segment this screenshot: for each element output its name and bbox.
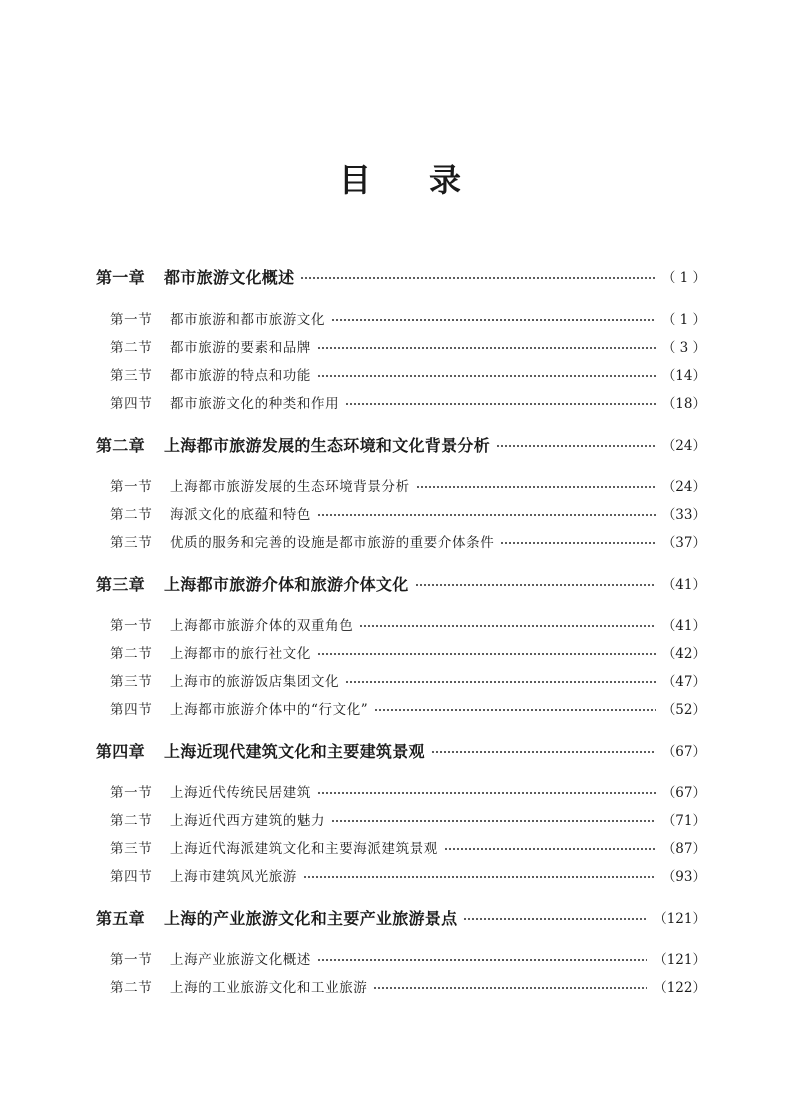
toc-section[interactable] <box>110 834 706 860</box>
page-number: （122） <box>653 980 706 996</box>
dot-leader <box>359 624 656 628</box>
page-number: （41） <box>661 618 706 634</box>
dot-leader <box>374 708 656 712</box>
section-number: 第一节 <box>110 952 153 968</box>
section-label <box>110 698 368 718</box>
dot-leader <box>317 513 656 517</box>
toc-section[interactable] <box>110 806 706 832</box>
section-number: 第三节 <box>110 841 153 857</box>
dot-leader <box>345 680 656 684</box>
section-label <box>110 809 325 829</box>
dot-leader <box>431 750 656 754</box>
section-number: 第四节 <box>110 702 153 718</box>
chapter-label <box>96 265 294 288</box>
section-title: 上海产业旅游文化概述 <box>170 952 311 968</box>
toc-section[interactable] <box>110 945 706 971</box>
page-number: （33） <box>661 507 706 523</box>
chapter-number: 第二章 <box>96 435 145 455</box>
dot-leader <box>463 917 647 921</box>
page-number: （42） <box>661 646 706 662</box>
page-number: （ 1 ） <box>661 270 706 286</box>
section-title: 上海的工业旅游文化和工业旅游 <box>170 980 368 996</box>
section-label <box>110 976 367 996</box>
section-title: 上海都市的旅行社文化 <box>170 646 311 662</box>
section-number: 第二节 <box>110 980 153 996</box>
section-title: 上海都市旅游发展的生态环境背景分析 <box>170 479 410 495</box>
section-number: 第一节 <box>110 785 153 801</box>
page-number: （67） <box>661 785 706 801</box>
toc-section[interactable] <box>110 667 706 693</box>
section-label <box>110 865 297 885</box>
dot-leader <box>317 374 656 378</box>
section-number: 第四节 <box>110 869 153 885</box>
page-number: （93） <box>661 869 706 885</box>
title-char-2: 录 <box>429 161 462 199</box>
dot-leader <box>500 541 656 545</box>
page-number: （87） <box>661 841 706 857</box>
section-number: 第三节 <box>110 674 153 690</box>
section-number: 第二节 <box>110 646 153 662</box>
section-title: 都市旅游的要素和品牌 <box>170 340 311 356</box>
section-number: 第一节 <box>110 479 153 495</box>
section-title: 上海近代海派建筑文化和主要海派建筑景观 <box>170 841 438 857</box>
section-title: 上海都市旅游介体中的“行文化” <box>170 702 369 718</box>
section-number: 第三节 <box>110 368 153 384</box>
chapter-title: 上海都市旅游介体和旅游介体文化 <box>164 574 409 594</box>
section-label <box>110 336 311 356</box>
section-label <box>110 392 339 412</box>
section-number: 第二节 <box>110 507 153 523</box>
page-title <box>0 158 800 202</box>
dot-leader <box>496 444 656 448</box>
toc-section[interactable] <box>110 472 706 498</box>
section-label <box>110 308 325 328</box>
section-title: 上海近代西方建筑的魅力 <box>170 813 326 829</box>
page-number: （24） <box>661 438 706 454</box>
dot-leader <box>317 652 656 656</box>
section-label <box>110 670 339 690</box>
section-number: 第一节 <box>110 312 153 328</box>
toc-section[interactable] <box>110 611 706 637</box>
chapter-number: 第三章 <box>96 574 145 594</box>
page-number: （71） <box>661 813 706 829</box>
section-title: 上海市的旅游饭店集团文化 <box>170 674 340 690</box>
section-label <box>110 948 311 968</box>
toc-section[interactable] <box>110 695 706 721</box>
chapter-number: 第四章 <box>96 741 145 761</box>
page-number: （14） <box>661 368 706 384</box>
dot-leader <box>345 402 656 406</box>
toc-section[interactable] <box>110 862 706 888</box>
title-char-1: 目 <box>339 161 372 199</box>
dot-leader <box>300 276 655 280</box>
page-number: （ 3 ） <box>661 340 706 356</box>
section-title: 上海市建筑风光旅游 <box>170 869 297 885</box>
section-number: 第二节 <box>110 340 153 356</box>
toc-section[interactable] <box>110 500 706 526</box>
toc-section[interactable] <box>110 973 706 999</box>
chapter-label <box>96 906 457 929</box>
toc-chapter-3[interactable] <box>96 570 706 596</box>
page-number: （37） <box>661 535 706 551</box>
section-title: 都市旅游文化的种类和作用 <box>170 396 340 412</box>
dot-leader <box>303 875 656 879</box>
chapter-title: 上海的产业旅游文化和主要产业旅游景点 <box>164 908 458 928</box>
page-number: （24） <box>661 479 706 495</box>
toc-chapter-5[interactable] <box>96 904 706 930</box>
section-label <box>110 837 438 857</box>
section-number: 第四节 <box>110 396 153 412</box>
chapter-label <box>96 572 409 595</box>
page-number: （ 1 ） <box>661 312 706 328</box>
section-number: 第一节 <box>110 618 153 634</box>
page-number: （67） <box>661 744 706 760</box>
section-label <box>110 531 494 551</box>
page-number: （18） <box>661 396 706 412</box>
page-number: （121） <box>653 952 706 968</box>
toc-section[interactable] <box>110 528 706 554</box>
toc-section[interactable] <box>110 333 706 359</box>
section-title: 优质的服务和完善的设施是都市旅游的重要介体条件 <box>170 535 495 551</box>
toc-chapter-2[interactable] <box>96 431 706 457</box>
chapter-number: 第五章 <box>96 908 145 928</box>
toc-section[interactable] <box>110 305 706 331</box>
dot-leader <box>317 958 647 962</box>
section-title: 海派文化的底蕴和特色 <box>170 507 311 523</box>
dot-leader <box>317 791 656 795</box>
dot-leader <box>373 986 647 990</box>
section-number: 第二节 <box>110 813 153 829</box>
section-label <box>110 503 311 523</box>
toc-section[interactable] <box>110 361 706 387</box>
section-label <box>110 614 353 634</box>
section-title: 都市旅游和都市旅游文化 <box>170 312 326 328</box>
toc-section[interactable] <box>110 639 706 665</box>
chapter-label <box>96 739 425 762</box>
chapter-title: 上海近现代建筑文化和主要建筑景观 <box>164 741 425 761</box>
section-title: 上海都市旅游介体的双重角色 <box>170 618 354 634</box>
dot-leader <box>331 819 656 823</box>
dot-leader <box>415 583 656 587</box>
chapter-number: 第一章 <box>96 267 145 287</box>
page-number: （41） <box>661 577 706 593</box>
page-number: （52） <box>661 702 706 718</box>
section-title: 都市旅游的特点和功能 <box>170 368 311 384</box>
section-label <box>110 642 311 662</box>
chapter-title: 上海都市旅游发展的生态环境和文化背景分析 <box>164 435 491 455</box>
section-label <box>110 781 311 801</box>
chapter-title: 都市旅游文化概述 <box>164 267 295 287</box>
toc-section[interactable] <box>110 778 706 804</box>
dot-leader <box>444 847 656 851</box>
chapter-label <box>96 433 490 456</box>
page-number: （47） <box>661 674 706 690</box>
section-number: 第三节 <box>110 535 153 551</box>
dot-leader <box>331 318 656 322</box>
page-number: （121） <box>653 911 706 927</box>
toc-section[interactable] <box>110 389 706 415</box>
section-title: 上海近代传统民居建筑 <box>170 785 311 801</box>
dot-leader <box>317 346 656 350</box>
toc-chapter-1[interactable] <box>96 263 706 289</box>
toc-chapter-4[interactable] <box>96 737 706 763</box>
dot-leader <box>416 485 656 489</box>
section-label <box>110 475 410 495</box>
section-label <box>110 364 311 384</box>
